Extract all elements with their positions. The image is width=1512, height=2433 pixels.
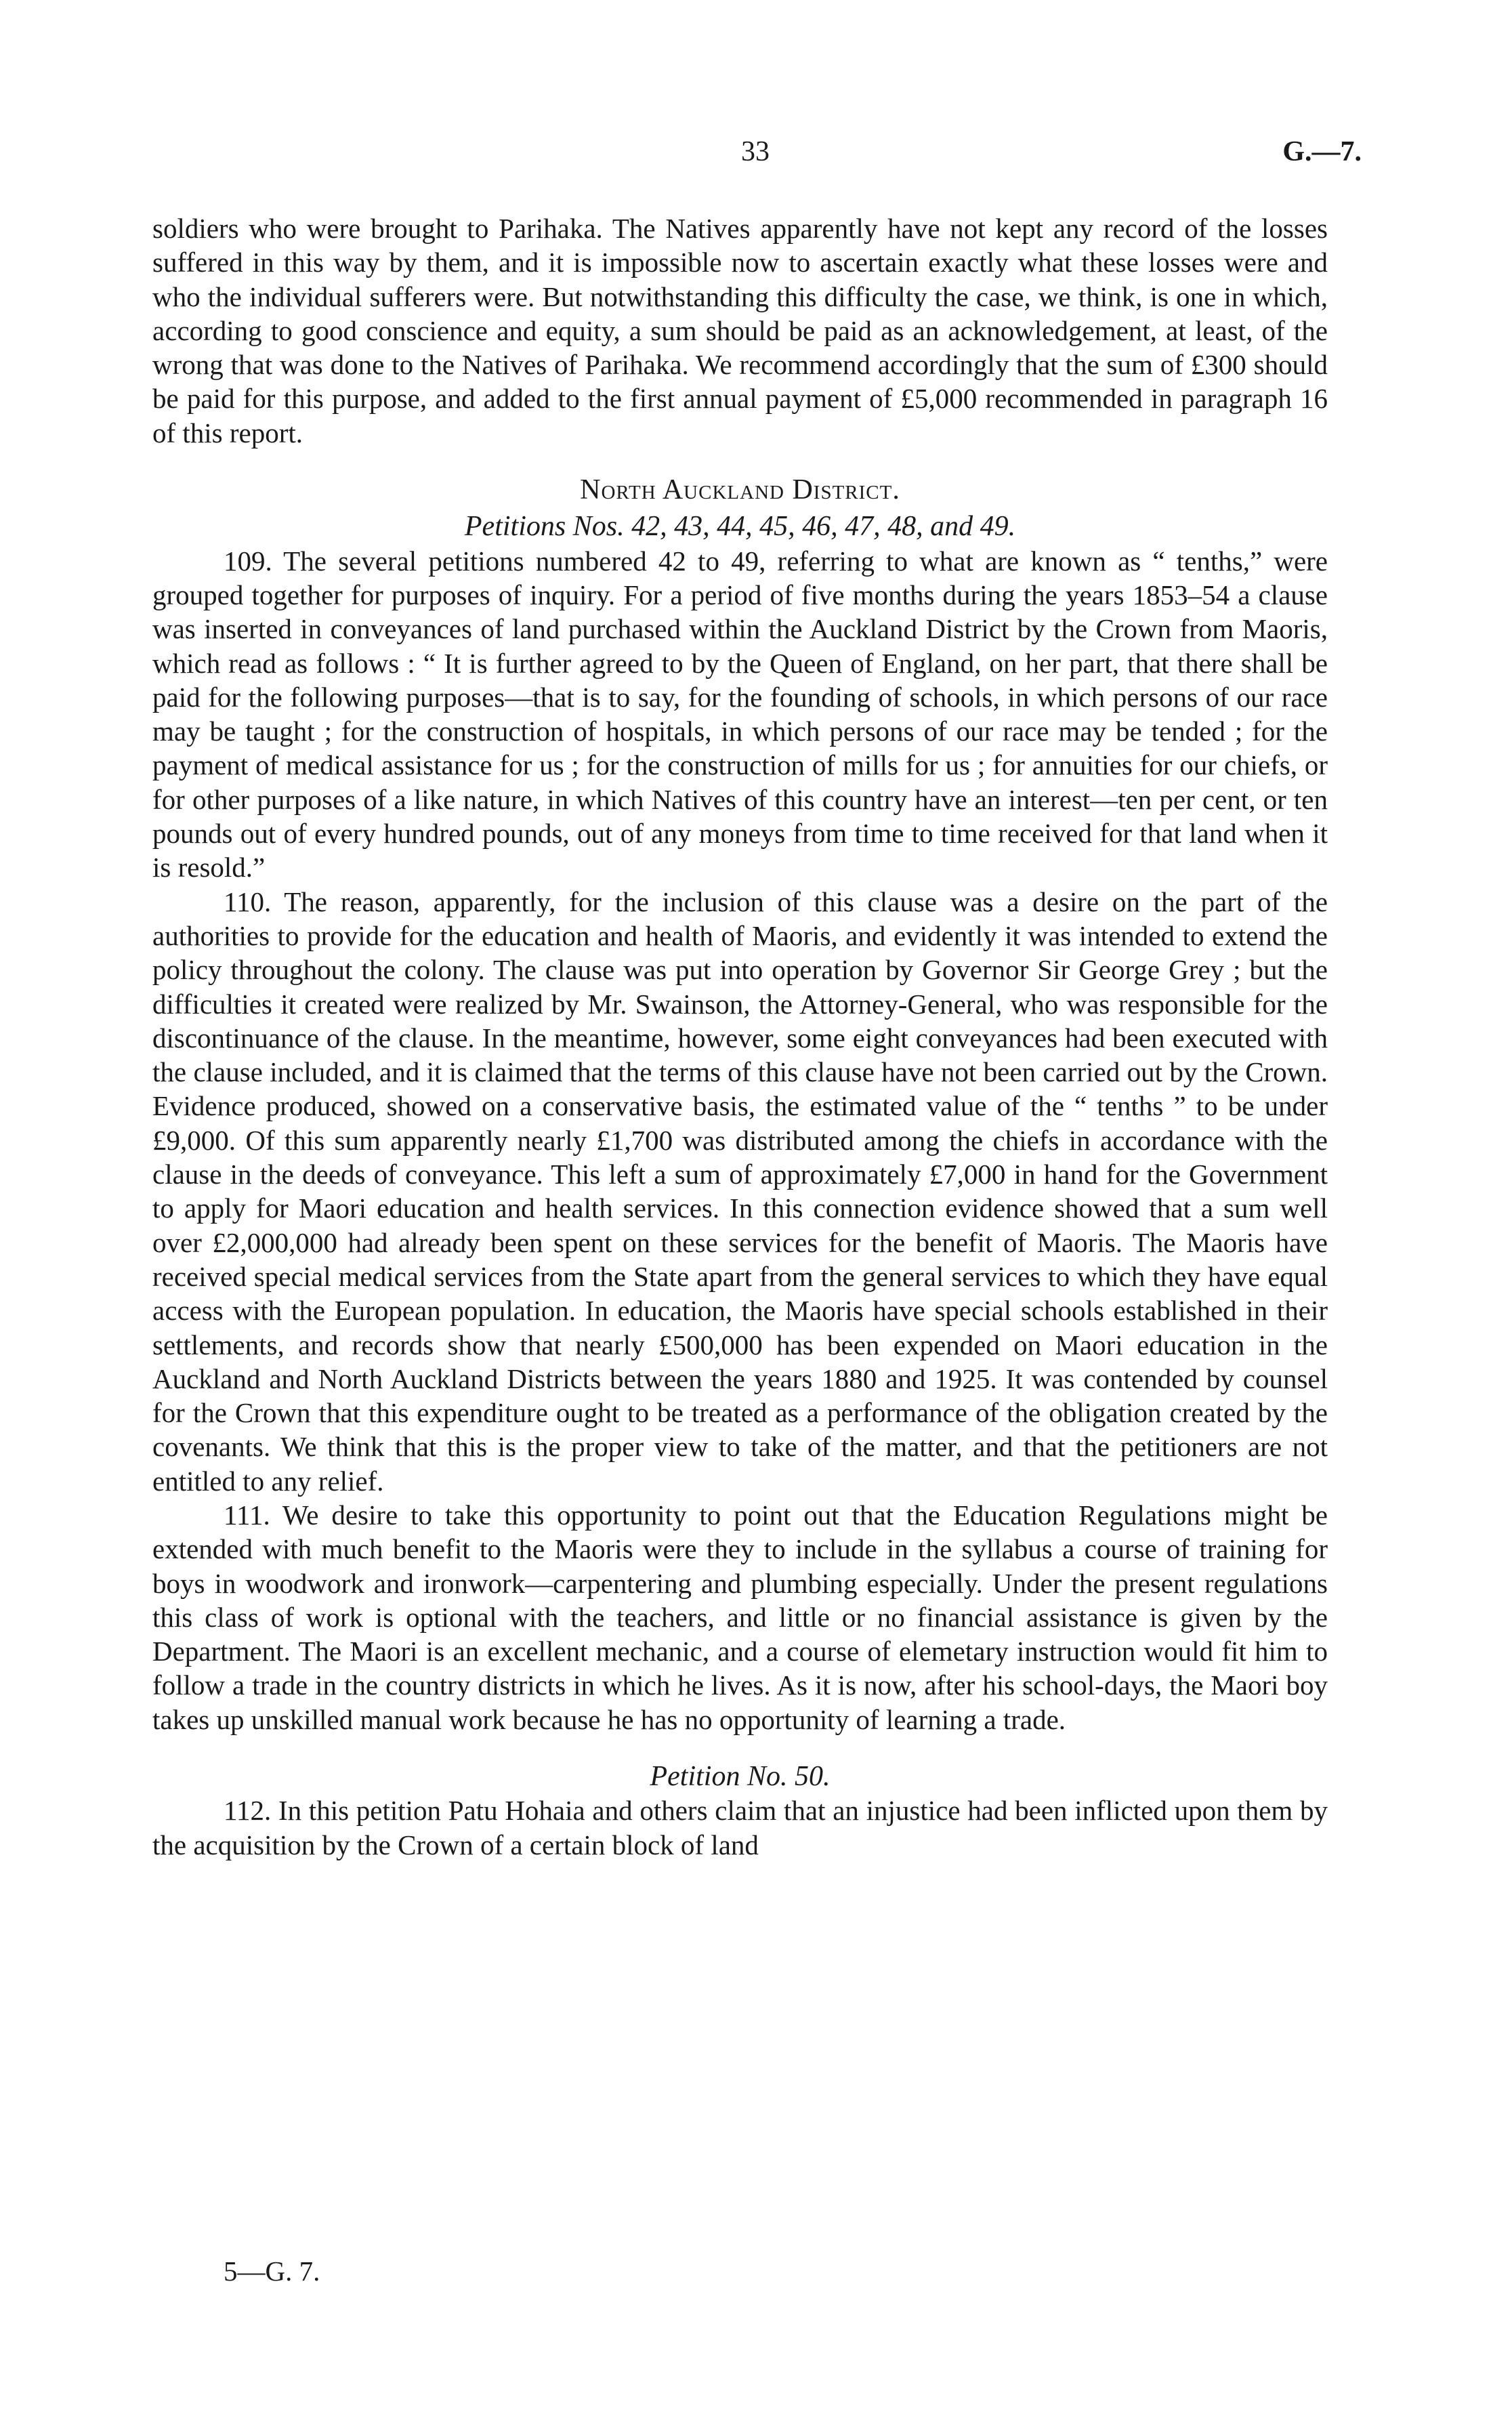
document-reference: G.—7. [1282, 136, 1362, 167]
section-heading: North Auckland District. [580, 474, 900, 506]
page-number: 33 [741, 136, 770, 167]
paragraph-111: 111. We desire to take this opportunity to point out that the Education Regulations might be extended with much benefit to the Maoris were they to include in the syllabus a course of training for boys in woodwork and ironwork—carpentering and plumbing especially. Under the present regulations this class of work is optional with the teachers, and little or no financial assistance is given by the Department. The Maori is an excellent mechanic, and a course of elemetary instruction would fit him to follow a trade in the country districts in which he lives. As it is now, after his school-days, the Maori boy takes up unskilled manual work because he has no opportunity of learning a trade. [152, 1499, 1328, 1735]
paragraph-112: 112. In this petition Patu Hohaia and others claim that an injustice had been inflicted upon them by the acquisition by the Crown of a certain block of land [152, 1795, 1328, 1860]
paragraph-continued: soldiers who were brought to Parihaka. The Natives apparently have not kept any record of the losses suffered in this way by them, and it is impossible now to ascertain exactly what these losses were and who the individual sufferers were. But notwithstanding this difficulty the case, we think, is one in which, according to good conscience and equity, a sum should be paid as an acknowledgement, at least, of the wrong that was done to the Natives of Parihaka. We recommend accordingly that the sum of £300 should be paid for this purpose, and added to the first annual payment of £5,000 recommended in paragraph 16 of this report. [152, 213, 1328, 449]
body-text [152, 211, 1328, 1862]
petitions-heading: Petitions Nos. 42, 43, 44, 45, 46, 47, 48, and 49. [464, 511, 1016, 543]
paragraph-109: 109. The several petitions numbered 42 to 49, referring to what are known as “ tenths,” were grouped together for purposes of inquiry. For a period of five months during the years 1853–54 a clause was inserted in conveyances of land purchased within the Auckland District by the Crown from Maoris, which read as follows : “ It is further agreed to by the Queen of England, on her part, that there shall be paid for the following purposes—that is to say, for the founding of schools, in which persons of our race may be taught ; for the construction of hospitals, in which persons of our race may be tended ; for the payment of medical assistance for us ; for the construction of mills for us ; for annuities for our chiefs, or for other purposes of a like nature, in which Natives of this country have an interest—ten per cent, or ten pounds out of every hundred pounds, out of any moneys from time to time received for that land when it is resold.” [152, 545, 1328, 883]
signature-mark: 5—G. 7. [224, 2255, 320, 2287]
page-header [149, 136, 1362, 176]
paragraph-110: 110. The reason, apparently, for the inclusion of this clause was a desire on the part of the authorities to provide for the education and health of Maoris, and evidently it was intended to extend the policy throughout the colony. The clause was put into operation by Governor Sir George Grey ; but the difficulties it created were realized by Mr. Swainson, the Attorney-General, who was responsible for the discontinuance of the clause. In the meantime, however, some eight conveyances had been executed with the clause included, and it is claimed that the terms of this clause have not been carried out by the Crown. Evidence produced, showed on a conservative basis, the estimated value of the “ tenths ” to be under £9,000. Of this sum apparently nearly £1,700 was distributed among the chiefs in accordance with the clause in the deeds of conveyance. This left a sum of approximately £7,000 in hand for the Government to apply for Maori education and health services. In this connection evidence showed that a sum well over £2,000,000 had already been spent on these services for the benefit of Maoris. The Maoris have received special medical services from the State apart from the general services to which they have equal access with the European population. In education, the Maoris have special schools established in their settlements, and records show that nearly £500,000 has been expended on Maori education in the Auckland and North Auckland Districts between the years 1880 and 1925. It was contended by counsel for the Crown that this expenditure ought to be treated as a performance of the obligation created by the covenants. We think that this is the proper view to take of the matter, and that the petitioners are not entitled to any relief. [152, 886, 1328, 1497]
petition-50-heading: Petition No. 50. [650, 1761, 831, 1793]
